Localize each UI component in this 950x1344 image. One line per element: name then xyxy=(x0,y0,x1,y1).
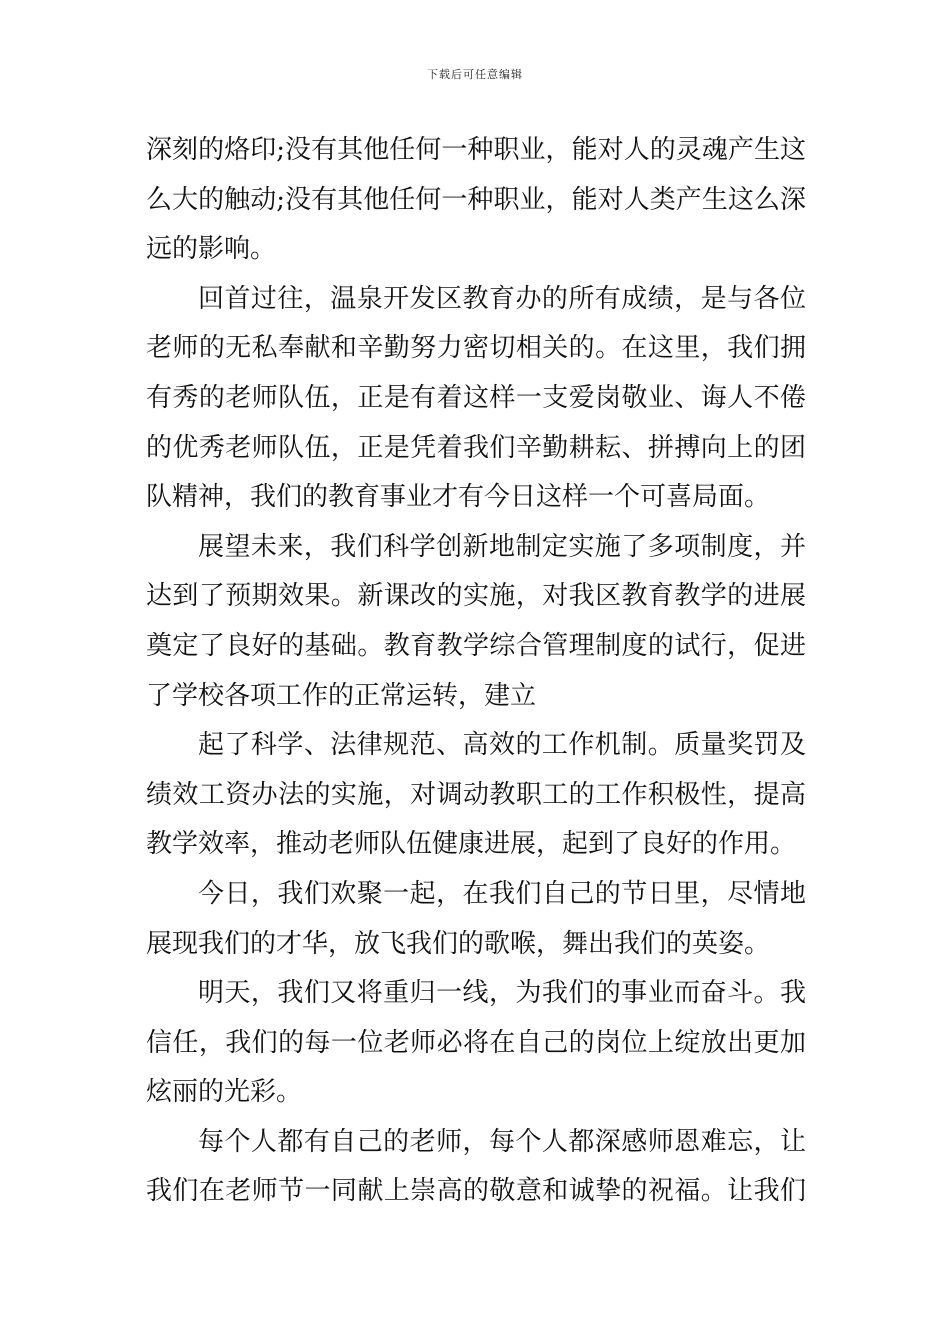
text-line: 明天，我们又将重归一线，为我们的事业而奋斗。我 xyxy=(198,978,806,1009)
page-header: 下载后可任意编辑 xyxy=(427,68,523,81)
text-line: 奠定了良好的基础。教育教学综合管理制度的试行，促进 xyxy=(146,630,806,661)
text-line: 今日，我们欢聚一起，在我们自己的节日里，尽情地 xyxy=(198,878,806,909)
text-line: 教学效率，推动老师队伍健康进展，起到了良好的作用。 xyxy=(146,829,797,860)
text-line: 老师的无私奉献和辛勤努力密切相关的。在这里，我们拥 xyxy=(146,333,806,364)
body-text xyxy=(146,126,806,1217)
text-line: 有秀的老师队伍，正是有着这样一支爱岗敬业、诲人不倦 xyxy=(146,382,806,413)
text-line: 绩效工资办法的实施，对调动教职工的工作积极性，提高 xyxy=(146,779,806,810)
text-line: 起了科学、法律规范、高效的工作机制。质量奖罚及 xyxy=(198,730,806,761)
text-line: 信任，我们的每一位老师必将在自己的岗位上绽放出更加 xyxy=(146,1027,806,1058)
text-line: 每个人都有自己的老师，每个人都深感师恩难忘，让 xyxy=(198,1126,806,1157)
text-line: 么大的触动;没有其他任何一种职业，能对人类产生这么深 xyxy=(146,184,806,215)
text-line: 达到了预期效果。新课改的实施，对我区教育教学的进展 xyxy=(146,581,806,612)
text-line: 队精神，我们的教育事业才有今日这样一个可喜局面。 xyxy=(146,482,771,513)
text-line: 回首过往，温泉开发区教育办的所有成绩，是与各位 xyxy=(198,283,806,314)
text-line: 远的影响。 xyxy=(146,234,277,265)
text-line: 了学校各项工作的正常运转，建立 xyxy=(146,680,537,711)
text-line: 炫丽的光彩。 xyxy=(146,1077,303,1108)
text-line: 展望未来，我们科学创新地制定实施了多项制度，并 xyxy=(198,531,806,562)
text-line: 深刻的烙印;没有其他任何一种职业，能对人的灵魂产生这 xyxy=(146,135,806,165)
text-line: 我们在老师节一同献上崇高的敬意和诚挚的祝福。让我们 xyxy=(146,1176,806,1207)
text-line: 展现我们的才华，放飞我们的歌喉，舞出我们的英姿。 xyxy=(146,928,771,959)
text-line: 的优秀老师队伍，正是凭着我们辛勤耕耘、拼搏向上的团 xyxy=(146,432,806,463)
